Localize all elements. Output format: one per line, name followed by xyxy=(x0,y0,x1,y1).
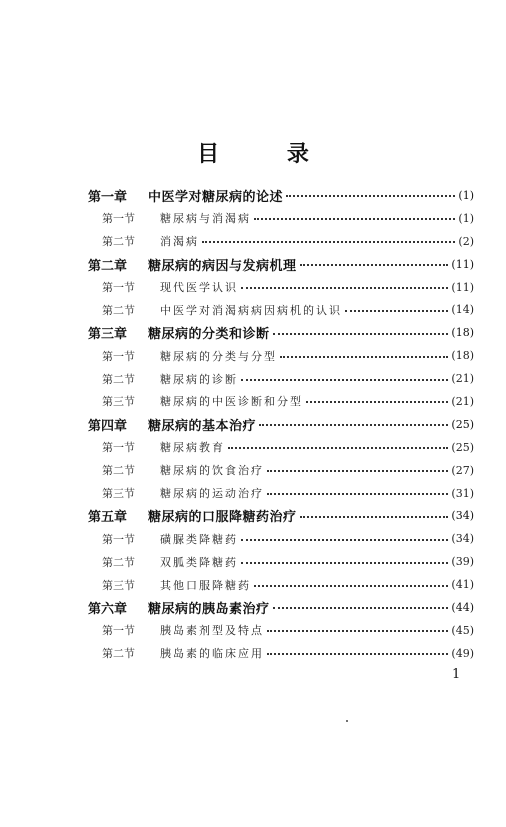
dot-leader xyxy=(273,607,449,609)
entry-title: 双胍类降糖药 xyxy=(160,555,238,569)
entry-title: 糖尿病与消渴病 xyxy=(160,212,251,226)
dot-leader xyxy=(300,264,449,266)
entry-title: 糖尿病的饮食治疗 xyxy=(160,464,264,478)
entry-page: (34) xyxy=(451,532,474,546)
entry-page: (21) xyxy=(451,372,474,386)
toc-entry-section xyxy=(88,527,474,550)
dot-leader xyxy=(241,562,448,564)
entry-number: 第五章 xyxy=(88,510,128,526)
entry-title: 糖尿病教育 xyxy=(160,441,225,455)
entry-page: (18) xyxy=(451,349,474,363)
entry-page: (27) xyxy=(451,463,474,477)
toc-entry-chapter-5 xyxy=(88,504,474,527)
entry-number: 第三节 xyxy=(102,395,135,409)
entry-title: 糖尿病的运动治疗 xyxy=(160,487,264,501)
entry-title: 中医学对消渴病病因病机的认识 xyxy=(160,303,342,317)
toc-entry-chapter-6 xyxy=(88,596,474,619)
entry-page: (25) xyxy=(451,417,474,431)
page-number: 1 xyxy=(452,667,461,682)
toc-entry-section xyxy=(88,619,474,642)
dot-leader xyxy=(300,516,449,518)
dot-leader xyxy=(241,539,448,541)
entry-page: (39) xyxy=(451,555,474,569)
toc-entry-chapter-3 xyxy=(88,321,474,344)
toc-entry-section xyxy=(88,207,474,230)
dot-leader xyxy=(267,630,448,632)
entry-number: 第六章 xyxy=(88,601,128,617)
entry-number: 第二节 xyxy=(102,372,135,386)
entry-page: (11) xyxy=(451,257,474,271)
entry-page: (11) xyxy=(451,280,474,294)
entry-page: (31) xyxy=(451,486,474,500)
dot-leader xyxy=(273,333,449,335)
dot-leader xyxy=(259,424,448,426)
toc-entry-section xyxy=(88,298,474,321)
entry-title: 糖尿病的分类与分型 xyxy=(160,349,277,363)
entry-number: 第一节 xyxy=(102,212,135,226)
entry-title: 糖尿病的中医诊断和分型 xyxy=(160,395,303,409)
entry-page: (18) xyxy=(451,326,474,340)
entry-number: 第三章 xyxy=(88,327,128,343)
entry-number: 第二节 xyxy=(102,555,135,569)
entry-number: 第二节 xyxy=(102,303,135,317)
entry-title: 糖尿病的基本治疗 xyxy=(148,418,257,434)
dot-leader xyxy=(241,287,448,289)
entry-number: 第一节 xyxy=(102,349,135,363)
entry-number: 第二节 xyxy=(102,464,135,478)
entry-page: (1) xyxy=(458,188,474,202)
entry-title: 糖尿病的诊断 xyxy=(160,372,238,386)
toc-entry-section xyxy=(88,482,474,505)
entry-title: 现代医学认识 xyxy=(160,281,238,294)
toc-entry-section xyxy=(88,230,474,253)
entry-page: (45) xyxy=(451,623,474,637)
entry-title: 消渴病 xyxy=(160,235,199,249)
entry-page: (44) xyxy=(451,600,474,614)
toc-entry-section xyxy=(88,459,474,482)
entry-number: 第一节 xyxy=(102,624,135,638)
toc-entry-chapter-2 xyxy=(88,253,474,276)
dot-leader xyxy=(267,470,448,472)
toc-entry-section xyxy=(88,390,474,413)
page-title: 目 录 xyxy=(197,142,339,167)
entry-title: 胰岛素的临床应用 xyxy=(160,647,264,661)
entry-page: (14) xyxy=(451,303,474,317)
entry-number: 第二节 xyxy=(102,647,135,661)
entry-number: 第一节 xyxy=(102,441,135,455)
entry-title: 磺脲类降糖药 xyxy=(160,532,238,546)
entry-number: 第一节 xyxy=(102,532,135,546)
entry-number: 第三节 xyxy=(102,578,135,592)
dot-leader xyxy=(202,241,455,243)
entry-title: 糖尿病的口服降糖药治疗 xyxy=(148,510,297,526)
toc-entry-chapter-1 xyxy=(88,184,474,207)
entry-number: 第一章 xyxy=(88,189,128,205)
dot-leader xyxy=(228,447,448,449)
dot-leader xyxy=(280,356,448,358)
dot-leader xyxy=(345,310,448,312)
dot-leader xyxy=(267,493,448,495)
toc-entry-section xyxy=(88,642,474,665)
entry-page: (49) xyxy=(451,646,474,660)
entry-page: (34) xyxy=(451,509,474,523)
toc-entry-section xyxy=(88,344,474,367)
entry-page: (1) xyxy=(458,211,474,225)
entry-number: 第一节 xyxy=(102,281,135,294)
toc-entry-section xyxy=(88,573,474,596)
toc-entry-section xyxy=(88,436,474,459)
dot-leader xyxy=(241,379,448,381)
entry-number: 第二章 xyxy=(88,258,128,274)
entry-title: 其他口服降糖药 xyxy=(160,578,251,592)
dot-leader xyxy=(306,401,448,403)
entry-title: 糖尿病的胰岛素治疗 xyxy=(148,601,270,617)
entry-page: (25) xyxy=(451,440,474,454)
dot-leader xyxy=(286,195,455,197)
dot-leader xyxy=(254,585,448,587)
toc-entry-section xyxy=(88,367,474,390)
dot-leader xyxy=(267,653,448,655)
entry-title: 胰岛素剂型及特点 xyxy=(160,624,264,638)
entry-number: 第二节 xyxy=(102,235,135,249)
print-speck xyxy=(346,720,348,722)
toc-entry-chapter-4 xyxy=(88,413,474,436)
entry-number: 第四章 xyxy=(88,418,128,434)
dot-leader xyxy=(254,218,455,220)
entry-page: (2) xyxy=(458,234,474,248)
entry-title: 糖尿病的病因与发病机理 xyxy=(148,258,297,274)
entry-number: 第三节 xyxy=(102,487,135,501)
toc-entry-section xyxy=(88,276,474,299)
entry-title: 糖尿病的分类和诊断 xyxy=(148,327,270,343)
entry-page: (21) xyxy=(451,394,474,408)
table-of-contents xyxy=(88,184,474,665)
entry-page: (41) xyxy=(451,578,474,592)
entry-title: 中医学对糖尿病的论述 xyxy=(148,189,284,205)
toc-entry-section xyxy=(88,550,474,573)
